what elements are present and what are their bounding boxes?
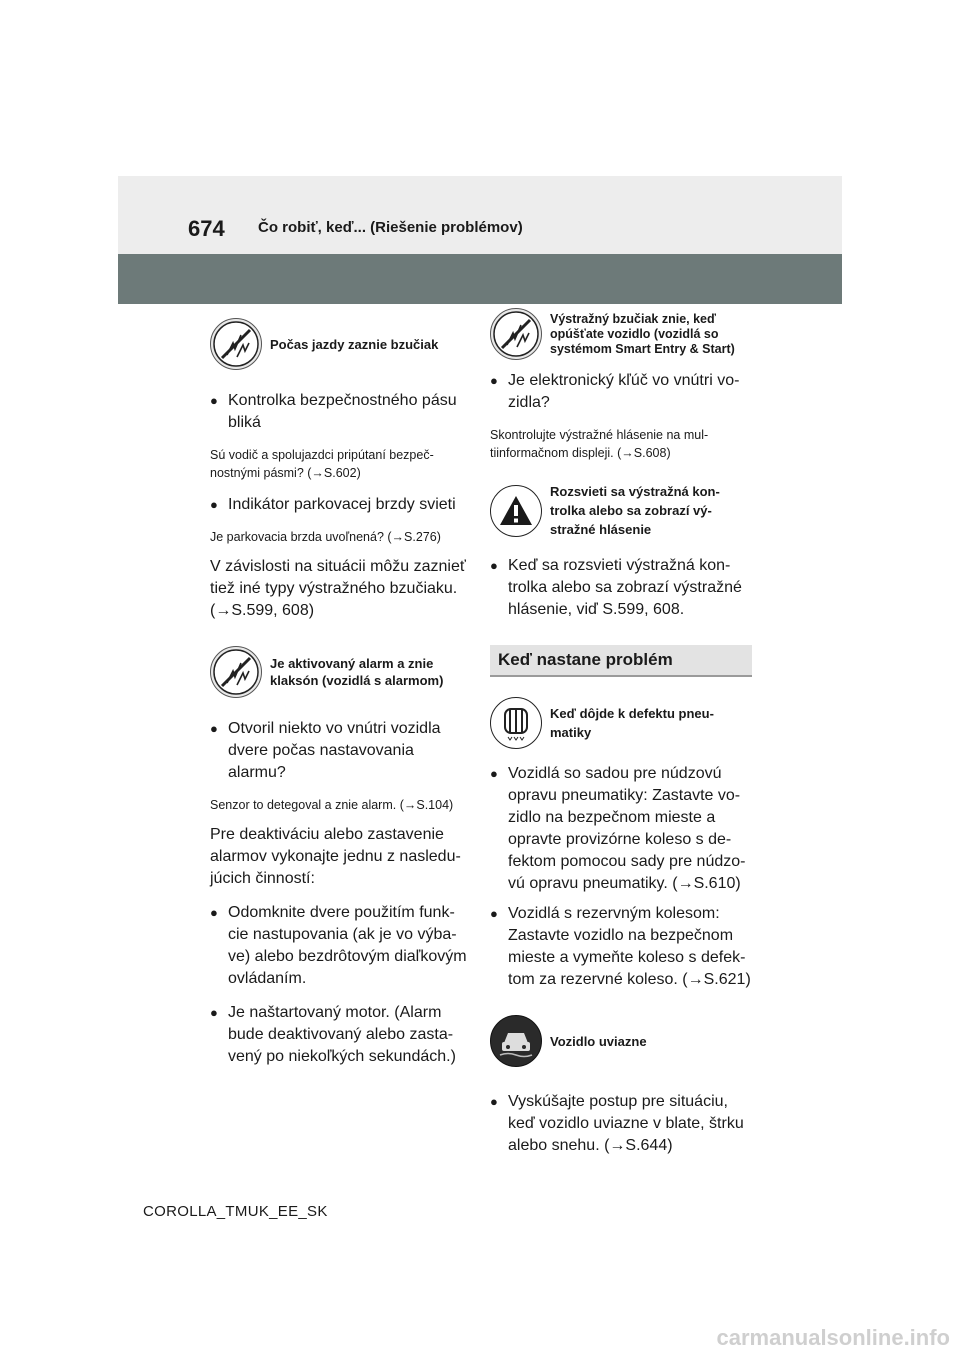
page-number: 674 <box>188 216 225 241</box>
left-column <box>210 318 472 1068</box>
section-band <box>118 254 842 304</box>
icon-label-alarm: Je aktivovaný alarm a znie klaksón (vozidlá s alarmom) <box>270 656 444 688</box>
icon-label-buzzer-leaving: Výstražný bzučiak znie, keď opúšťate vozidlo (vozidlá so systémom Smart Entry & Start) <box>550 311 735 356</box>
bullet-stuck-procedure: ● Vyskúšajte postup pre situáciu, keď vozidlo uviazne v blate, štrku alebo snehu. (→S.644) <box>490 1093 744 1154</box>
bullet-seatbelt: ● Kontrolka bezpečnostného pásu bliká <box>210 392 457 431</box>
note-multi-display: Skontrolujte výstražné hlásenie na mul-tiinformačnom displeji. (→S.608) <box>490 428 709 460</box>
icon-row-flat-tire <box>490 697 752 749</box>
icon-row-warning <box>490 482 752 539</box>
document-code: COROLLA_TMUK_EE_SK <box>143 1203 328 1220</box>
icon-label-buzzer-driving: Počas jazdy zaznie bzučiak <box>270 336 439 352</box>
header-band <box>118 176 842 254</box>
stuck-car-icon <box>490 1015 542 1067</box>
bullet-warning-light: ● Keď sa rozsvieti výstražná kon-trolka alebo sa zobrazí výstražné hlásenie, viď S.599, 608. <box>490 557 742 618</box>
bullet-engine-started: ● Je naštartovaný motor. (Alarm bude deaktivovaný alebo zasta-vený po niekoľkých sekundách.) <box>210 1004 456 1065</box>
buzzer-icon <box>210 318 262 370</box>
bullet-door-opened: ● Otvoril niekto vo vnútri vozidla dvere počas nastavovania alarmu? <box>210 720 441 781</box>
bullet-electronic-key: ● Je elektronický kľúč vo vnútri vo-zidla? <box>490 372 740 411</box>
bullet-unlock-doors: ● Odomknite dvere použitím funk-cie nastupovania (ak je vo výba-ve) alebo bezdrôtovým diaľkovým ovládaním. <box>210 904 467 987</box>
note-parking-brake: Je parkovacia brzda uvoľnená? (→S.276) <box>210 530 441 544</box>
watermark: carmanualsonline.info <box>716 1325 950 1350</box>
paragraph-deactivate: Pre deaktiváciu alebo zastavenie alarmov vykonajte jednu z nasledu-júcich činností: <box>210 826 461 887</box>
bullet-parking-brake: ● Indikátor parkovacej brzdy svieti <box>210 496 456 513</box>
icon-row-alarm <box>210 646 472 698</box>
note-seatbelt: Sú vodič a spolujazdci pripútaní bezpeč-nostnými pásmi? (→S.602) <box>210 448 434 480</box>
buzzer-icon <box>490 308 542 360</box>
paragraph-other-buzzers: V závislosti na situácii môžu zaznieť tiež iné typy výstražného bzučiaku. (→S.599, 608) <box>210 558 466 619</box>
icon-label-stuck: Vozidlo uviazne <box>550 1033 647 1049</box>
icon-label-warning: Rozsvieti sa výstražná kon-trolka alebo sa zobrazí vý-stražné hlásenie <box>550 484 720 537</box>
warning-triangle-icon <box>490 485 542 537</box>
icon-row-buzzer-driving <box>210 318 472 370</box>
right-column <box>490 308 752 1157</box>
bullet-repair-kit: ● Vozidlá so sadou pre núdzovú opravu pneumatiky: Zastavte vo-zidlo na bezpečnom mieste a opravte provizórne koleso s de-fektom pomocou sady pre núdzo-vú opravu pneumatiky. (→S.610) <box>490 765 746 892</box>
icon-label-flat-tire: Keď dôjde k defektu pneu-matiky <box>550 706 714 740</box>
buzzer-icon <box>210 646 262 698</box>
chapter-title: Čo robiť, keď... (Riešenie problémov) <box>258 219 523 236</box>
note-sensor: Senzor to detegoval a znie alarm. (→S.104) <box>210 798 454 812</box>
tire-icon <box>490 697 542 749</box>
icon-row-buzzer-leaving <box>490 308 752 360</box>
section-heading-problem: Keď nastane problém <box>490 645 752 677</box>
icon-row-stuck <box>490 1015 752 1067</box>
bullet-spare-tire: ● Vozidlá s rezervným kolesom: Zastavte vozidlo na bezpečnom mieste a vymeňte koleso s defek-tom za rezervné koleso. (→S.621) <box>490 905 751 988</box>
